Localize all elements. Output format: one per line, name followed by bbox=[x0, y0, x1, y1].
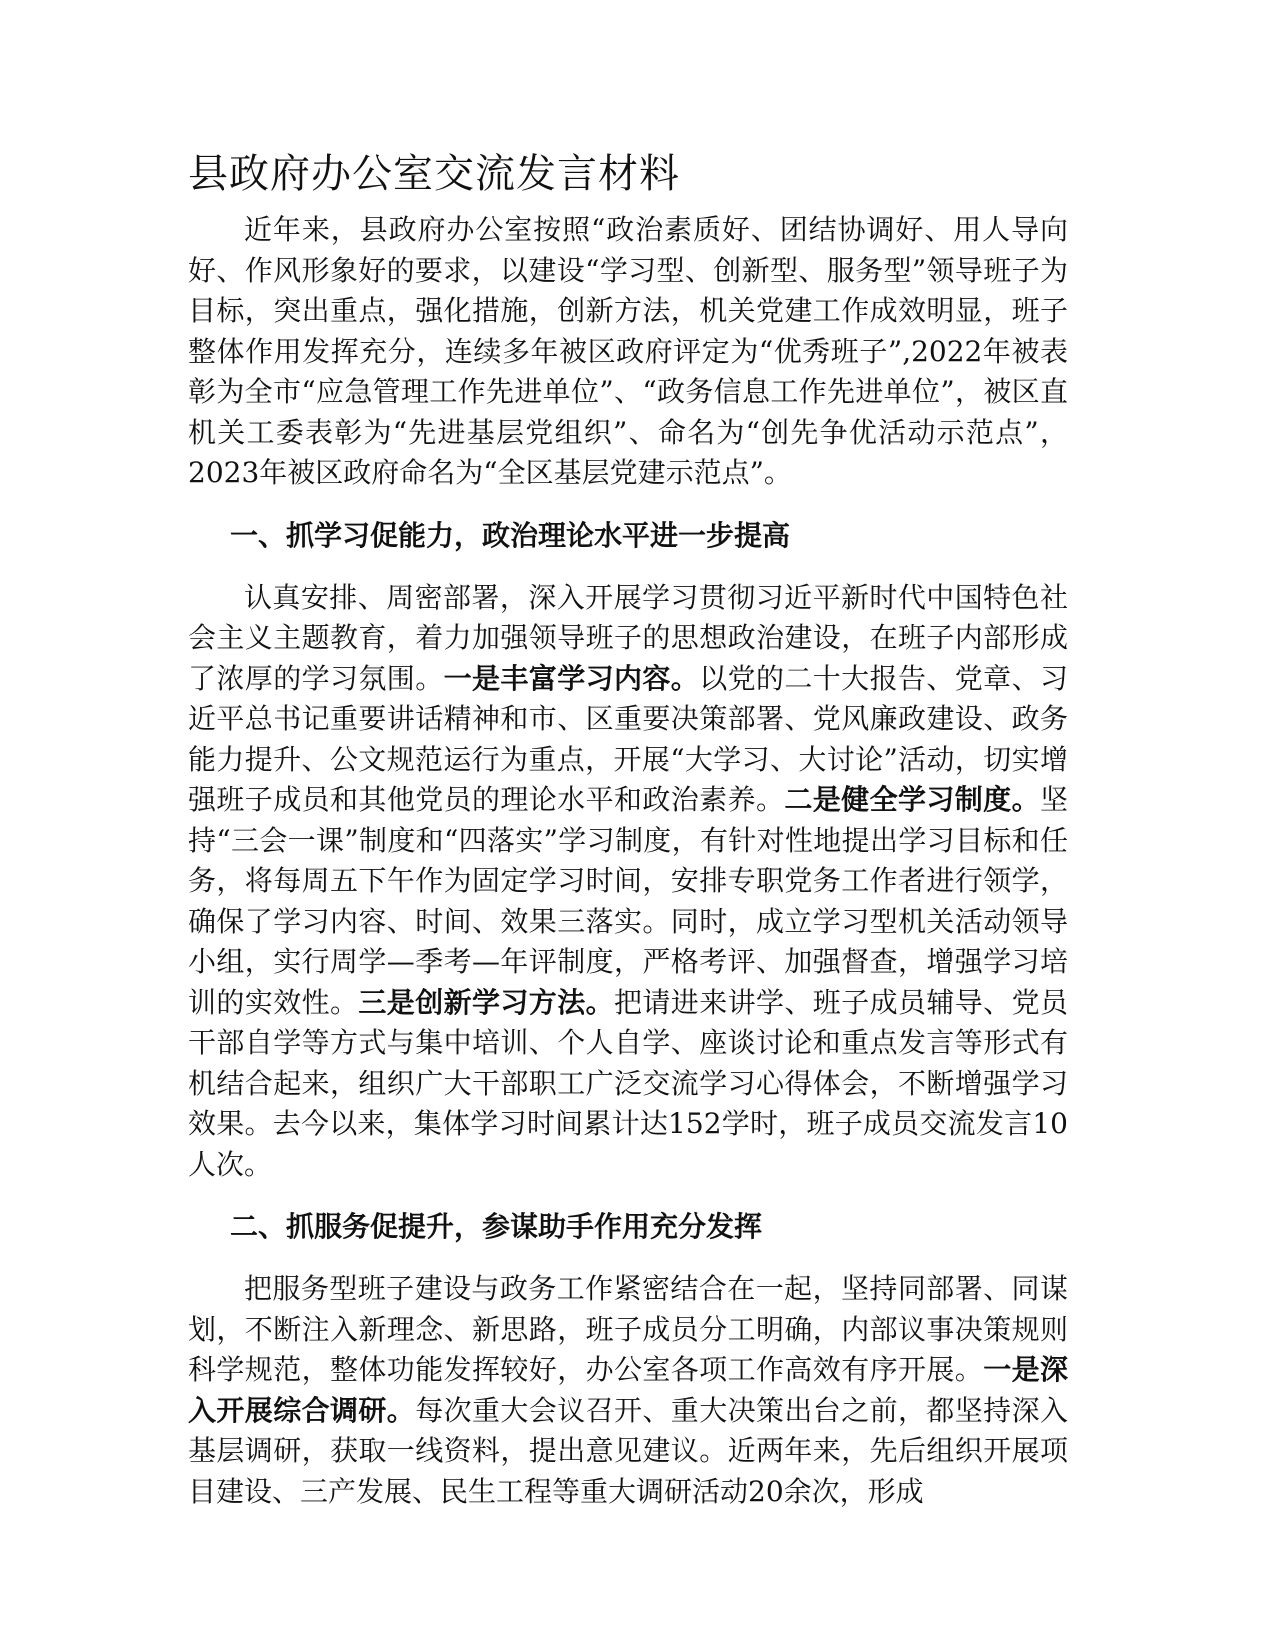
section2-point1-text: 每次重大会议召开、重大决策出台之前，都坚持深入基层调研，获取一线资料，提出意见建议。近两年来，先后组织开展项目建设、三产发展、民生工程等重大调研活动20余次，形成 bbox=[188, 1393, 1068, 1508]
section1-point3-bold: 三是创新学习方法。 bbox=[358, 985, 614, 1019]
section1-point1-bold: 一是丰富学习内容。 bbox=[443, 661, 700, 695]
section1-heading: 一、抓学习促能力，政治理论水平进一步提高 bbox=[230, 518, 791, 552]
section1-point3-text: 把请进来讲学、班子成员辅导、党员干部自学等方式与集中培训、个人自学、座谈讨论和重点发言等形式有机结合起来，组织广大干部职工广泛交流学习心得体会，不断增强学习效果。去今以来，集体学习时间累计达152学时，班子成员交流发言10人次。 bbox=[188, 985, 1068, 1181]
section2-heading: 二、抓服务促提升，参谋助手作用充分发挥 bbox=[230, 1210, 763, 1243]
section1-paragraph bbox=[188, 578, 1068, 1186]
section2-lead-text: 把服务型班子建设与政务工作紧密结合在一起，坚持同部署、同谋划，不断注入新理念、新思路，班子成员分工明确，内部议事决策规则科学规范，整体功能发挥较好，办公室各项工作高效有序开展。 bbox=[188, 1272, 1068, 1386]
section1-point1-text: 以党的二十大报告、党章、习近平总书记重要讲话精神和市、区重要决策部署、党风廉政建设、政务能力提升、公文规范运行为重点，开展“大学习、大讨论”活动，切实增强班子成员和其他党员的理论水平和政治素养。 bbox=[188, 661, 1068, 816]
intro-paragraph: 近年来，县政府办公室按照“政治素质好、团结协调好、用人导向好、作风形象好的要求，以建设“学习型、创新型、服务型”领导班子为目标，突出重点，强化措施，创新方法，机关党建工作成效明显，班子整体作用发挥充分，连续多年被区政府评定为“优秀班子”,2022年被表彰为全市“应急管理工作先进单位”、“政务信息工作先进单位”，被区直机关工委表彰为“先进基层党组织”、命名为“创先争优活动示范点”，2023年被区政府命名为“全区基层党建示范点”。 bbox=[188, 213, 1068, 489]
section1-point2-bold: 二是健全学习制度。 bbox=[784, 783, 1040, 816]
section2-point1-bold: 一是深入开展综合调研。 bbox=[188, 1353, 1068, 1427]
document-page bbox=[188, 148, 1068, 1512]
section1-point2-text: 坚持“三会一课”制度和“四落实”学习制度，有针对性地提出学习目标和任务，将每周五下午作为固定学习时间，安排专职党务工作者进行领学，确保了学习内容、时间、效果三落实。同时，成立学习型机关活动领导小组，实行周学—季考—年评制度，严格考评、加强督查，增强学习培训的实效性。 bbox=[188, 783, 1068, 1019]
section1-lead-text: 认真安排、周密部署，深入开展学习贯彻习近平新时代中国特色社会主义主题教育，着力加强领导班子的思想政治建设，在班子内部形成了浓厚的学习氛围。 bbox=[188, 580, 1068, 695]
section2-paragraph bbox=[188, 1269, 1068, 1512]
document-title: 县政府办公室交流发言材料 bbox=[188, 151, 680, 197]
